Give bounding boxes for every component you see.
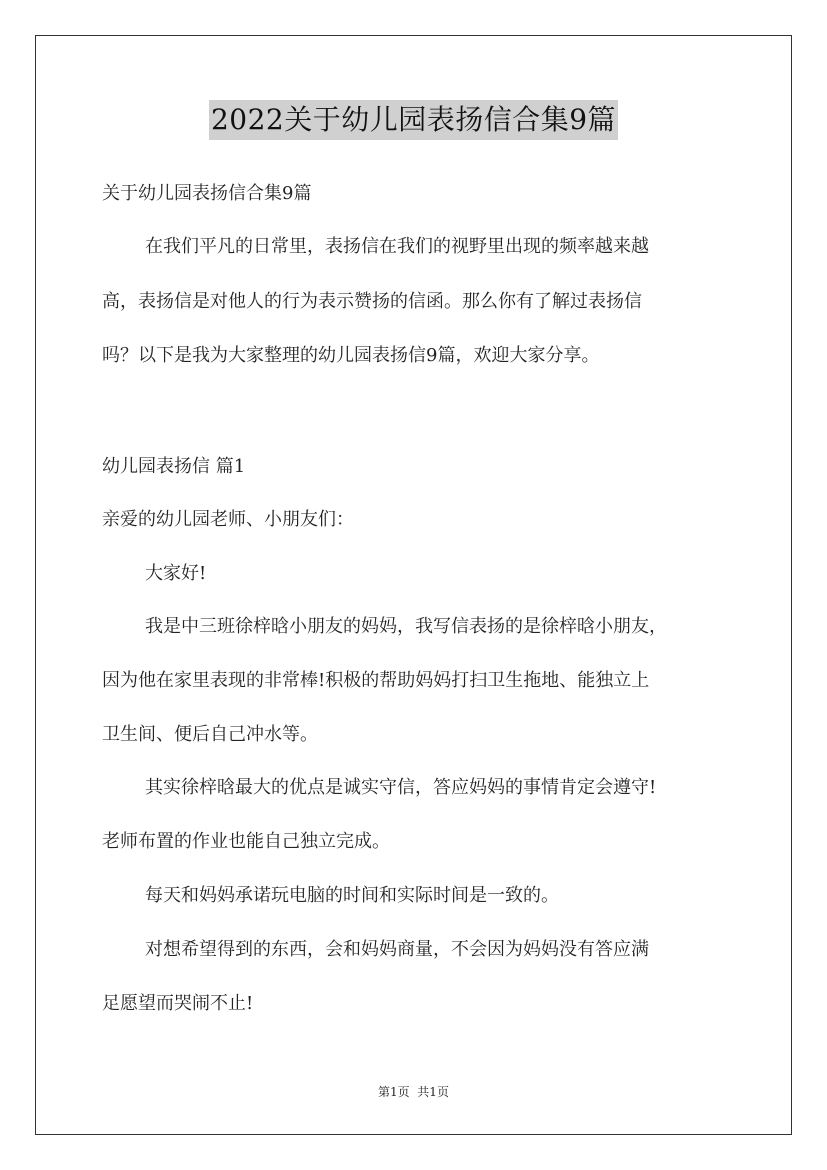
para2-line-2: 老师布置的作业也能自己独立完成。 bbox=[102, 831, 390, 852]
subtitle-line: 关于幼儿园表扬信合集9篇 bbox=[102, 183, 312, 204]
intro-line-2: 高，表扬信是对他人的行为表示赞扬的信函。那么你有了解过表扬信 bbox=[102, 291, 642, 312]
page-indicator: 第1页 共1页 bbox=[378, 1085, 449, 1099]
para1-line-2: 因为他在家里表现的非常棒!积极的帮助妈妈打扫卫生拖地、能独立上 bbox=[102, 670, 650, 691]
page-footer bbox=[0, 1084, 827, 1100]
salutation-line: 亲爱的幼儿园老师、小朋友们： bbox=[102, 509, 354, 530]
para1-line-3: 卫生间、便后自己冲水等。 bbox=[102, 724, 318, 745]
greeting-line: 大家好! bbox=[145, 563, 207, 584]
intro-line-3: 吗？以下是我为大家整理的幼儿园表扬信9篇，欢迎大家分享。 bbox=[102, 345, 600, 366]
para2-line-1: 其实徐梓晗最大的优点是诚实守信，答应妈妈的事情肯定会遵守! bbox=[145, 777, 657, 798]
section-heading: 幼儿园表扬信 篇1 bbox=[102, 456, 246, 477]
para1-line-1: 我是中三班徐梓晗小朋友的妈妈，我写信表扬的是徐梓晗小朋友， bbox=[145, 616, 667, 637]
para4-line-1: 对想希望得到的东西，会和妈妈商量，不会因为妈妈没有答应满 bbox=[145, 939, 649, 960]
title-wrap bbox=[0, 100, 827, 140]
para3-line-1: 每天和妈妈承诺玩电脑的时间和实际时间是一致的。 bbox=[145, 885, 559, 906]
para4-line-2: 足愿望而哭闹不止! bbox=[102, 993, 254, 1014]
intro-line-1: 在我们平凡的日常里，表扬信在我们的视野里出现的频率越来越 bbox=[145, 236, 649, 257]
document-title: 2022关于幼儿园表扬信合集9篇 bbox=[209, 100, 618, 140]
